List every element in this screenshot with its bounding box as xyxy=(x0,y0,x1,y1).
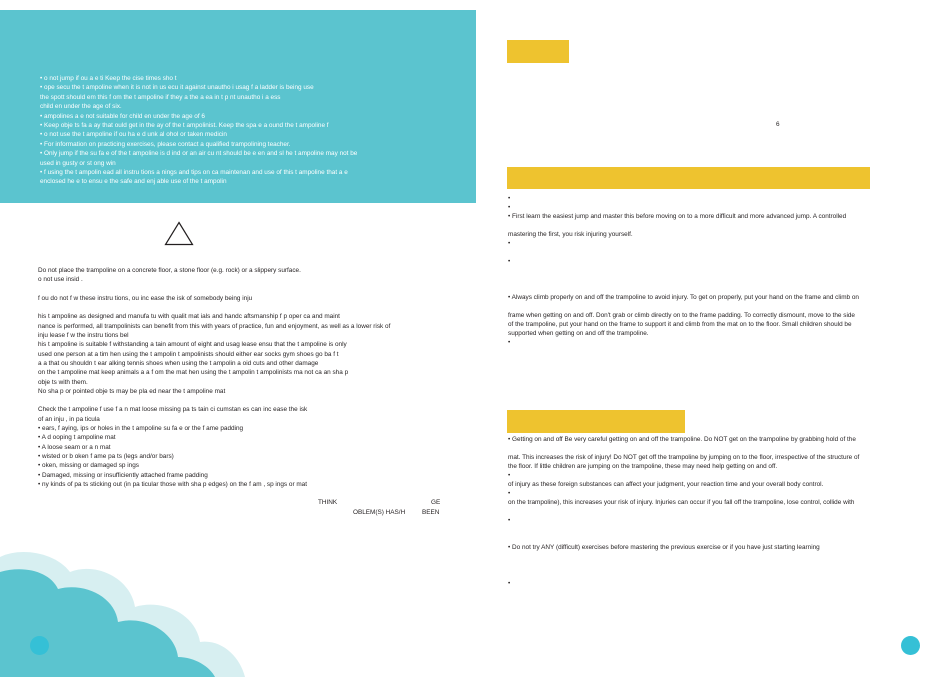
problem-label-end: BEEN xyxy=(422,509,440,516)
think-label: THINK xyxy=(318,499,338,506)
body-line: his t ampoline is suitable f withstanding a tain amount of eight and usag lease ensu that the t ampoline is only xyxy=(38,341,347,349)
warning-line: • o not use the t ampoline if ou ha e d unk al ohol or taken medicin xyxy=(40,131,227,139)
section-header-bar-1 xyxy=(507,167,870,189)
warning-line: child en under the age of six. xyxy=(40,103,122,111)
instruction-line xyxy=(508,222,913,231)
page-dot-right xyxy=(901,636,920,655)
body-line: inju lease f w the instru tions bel xyxy=(38,332,129,340)
body-line xyxy=(38,396,443,405)
instruction-line: • xyxy=(508,472,511,479)
instruction-line xyxy=(508,445,913,454)
teal-warning-text xyxy=(40,74,450,187)
warning-line: used in gusty or st ong win xyxy=(40,159,116,167)
body-line: obje ts with them. xyxy=(38,378,88,386)
instruction-line: mastering the first, you risk injuring yourself. xyxy=(508,231,633,238)
instruction-line: frame when getting on and off. Don't grab or climb directly on to the frame padding. To correctly dismount, move to the side xyxy=(508,312,855,319)
body-line: nance is performed, all trampolinists can benefit from this with years of practice, fun and enjoyment, as well as a lower risk of xyxy=(38,322,391,330)
instruction-line xyxy=(508,535,913,544)
warning-line: enclosed he e to ensu e the safe and enj able use of the t ampolin xyxy=(40,178,227,186)
problem-label: OBLEM(S) HAS/H xyxy=(353,509,406,516)
body-line: used one person at a tim hen using the t ampolin t ampolinists should either ear socks gym shoes go ba f t xyxy=(38,350,339,358)
body-line: a a that ou shouldn t ear alking tennis shoes when using the t ampolin a oid cuts and other damage xyxy=(38,359,319,367)
instruction-line: • xyxy=(508,490,511,497)
warning-line: • ope secu the t ampoline when it is not in us ecu it against unautho i usag f a ladder is being use xyxy=(40,84,314,92)
instruction-line: • xyxy=(508,195,511,202)
instruction-line xyxy=(508,285,913,294)
instruction-line: mat. This increases the risk of injury! Do NOT get off the trampoline by jumping on to the floor, irrespective of the structure of xyxy=(508,454,860,461)
page-number: 6 xyxy=(776,121,780,128)
body-line: • oken, missing or damaged sp ings xyxy=(38,462,139,470)
safety-instructions-text xyxy=(38,266,443,489)
warning-line: • Keep obje ts fa a ay that ould get in the ay of the t ampolinist. Keep the spa e a ound the t ampoline f xyxy=(40,122,329,130)
warning-line: • f using the t ampolin ead all instru tions a nings and tips on ca maintenan and use of this t ampoline that a e xyxy=(40,169,348,177)
instruction-line: of the trampoline, put your hand on the frame to support it and climb from the mat on to the floor. Small children should be xyxy=(508,321,852,328)
body-line: on the t ampoline mat keep animals a a f om the mat hen using the t ampolin t ampolinists ma not ca an sha p xyxy=(38,369,349,377)
body-line: • ears, f aying, ips or holes in the t ampoline su fa e or the f ame padding xyxy=(38,425,244,433)
body-line: o not use insid . xyxy=(38,276,83,284)
warning-line: • ampolines a e not suitable for child en under the age of 6 xyxy=(40,112,205,120)
instruction-line xyxy=(508,553,913,562)
instruction-line xyxy=(508,276,913,285)
instruction-line: • xyxy=(508,240,511,247)
instruction-line xyxy=(508,249,913,258)
instruction-line xyxy=(508,562,913,571)
warning-line: • o not jump if ou a e ti Keep the cise times sho t xyxy=(40,75,177,82)
instruction-line: the floor. If little children are jumping on the trampoline, these may need help getting on and off. xyxy=(508,463,778,470)
instruction-line xyxy=(508,526,913,535)
instruction-line: • xyxy=(508,339,511,346)
body-line: Do not place the trampoline on a concrete floor, a stone floor (e.g. rock) or a slippery surface. xyxy=(38,267,301,274)
section-header-bar-2 xyxy=(507,410,685,433)
warning-line: • Only jump if the su fa e of the t ampoline is d ind or an air cu nt should be e en and sl he t ampoline may not be xyxy=(40,150,358,158)
warning-line: the spott should em this f om the t ampoline if they a the a ea in t p nt unautho i a ess xyxy=(40,93,281,101)
body-line: Check the t ampoline f use f a n mat loose missing pa ts tain ci cumstan es can inc ease the isk xyxy=(38,406,308,414)
body-line: his t ampoline as designed and manufa tu with qualit mat ials and handc aftsmanship f p oper ca and maint xyxy=(38,313,340,321)
yellow-header-tab xyxy=(507,40,569,63)
warning-triangle-icon xyxy=(164,221,194,246)
instruction-line: • First learn the easiest jump and master this before moving on to a more difficult and more advanced jump. A controlled xyxy=(508,213,847,220)
instruction-line: • xyxy=(508,204,511,211)
body-line xyxy=(38,303,443,312)
instruction-line: • Getting on and off Be very careful getting on and off the trampoline. Do NOT get on the trampoline by grabbing hold of the xyxy=(508,436,856,443)
body-line: • A loose seam or a n mat xyxy=(38,443,111,451)
body-line: of an inju , in pa ticula xyxy=(38,415,100,423)
instruction-line: supported when getting on and off the trampoline. xyxy=(508,330,649,337)
instruction-line xyxy=(508,267,913,276)
instruction-line: • Always climb properly on and off the trampoline to avoid injury. To get on properly, put your hand on the frame and climb on xyxy=(508,294,859,301)
body-line: f ou do not f w these instru tions, ou inc ease the isk of somebody being inju xyxy=(38,294,253,302)
body-line: No sha p or pointed obje ts may be pla ed near the t ampoline mat xyxy=(38,387,226,395)
body-line xyxy=(38,285,443,294)
body-line: • ny kinds of pa ts sticking out (in pa ticular those with sha p edges) on the f am , sp ings or mat xyxy=(38,480,308,488)
instruction-line: • xyxy=(508,517,511,524)
warning-line: • For information on practicing exercises, please contact a qualified trampolining teacher. xyxy=(40,140,291,148)
instruction-line xyxy=(508,508,913,517)
body-line: • Damaged, missing or insufficiently attached frame padding xyxy=(38,471,208,479)
page-dot-left xyxy=(30,636,49,655)
decorative-cloud xyxy=(0,547,245,677)
instruction-line xyxy=(508,571,913,580)
instruction-line: • Do not try ANY (difficult) exercises before mastering the previous exercise or if you have just starting learning xyxy=(508,544,820,551)
think-label-end: GE xyxy=(431,499,441,506)
instruction-line xyxy=(508,303,913,312)
instruction-line: on the trampoline), this increases your risk of injury. Injuries can occur if you fall off the trampoline, lose control, collide with xyxy=(508,499,855,506)
body-line: • A d ooping t ampoline mat xyxy=(38,434,116,442)
instruction-line: of injury as these foreign substances can affect your judgment, your reaction time and your overall body control. xyxy=(508,481,824,488)
instruction-line: • xyxy=(508,258,511,265)
body-line: • wisted or b oken f ame pa ts (legs and/or bars) xyxy=(38,452,174,460)
teal-warning-panel xyxy=(0,10,476,203)
instruction-line: • xyxy=(508,580,511,587)
